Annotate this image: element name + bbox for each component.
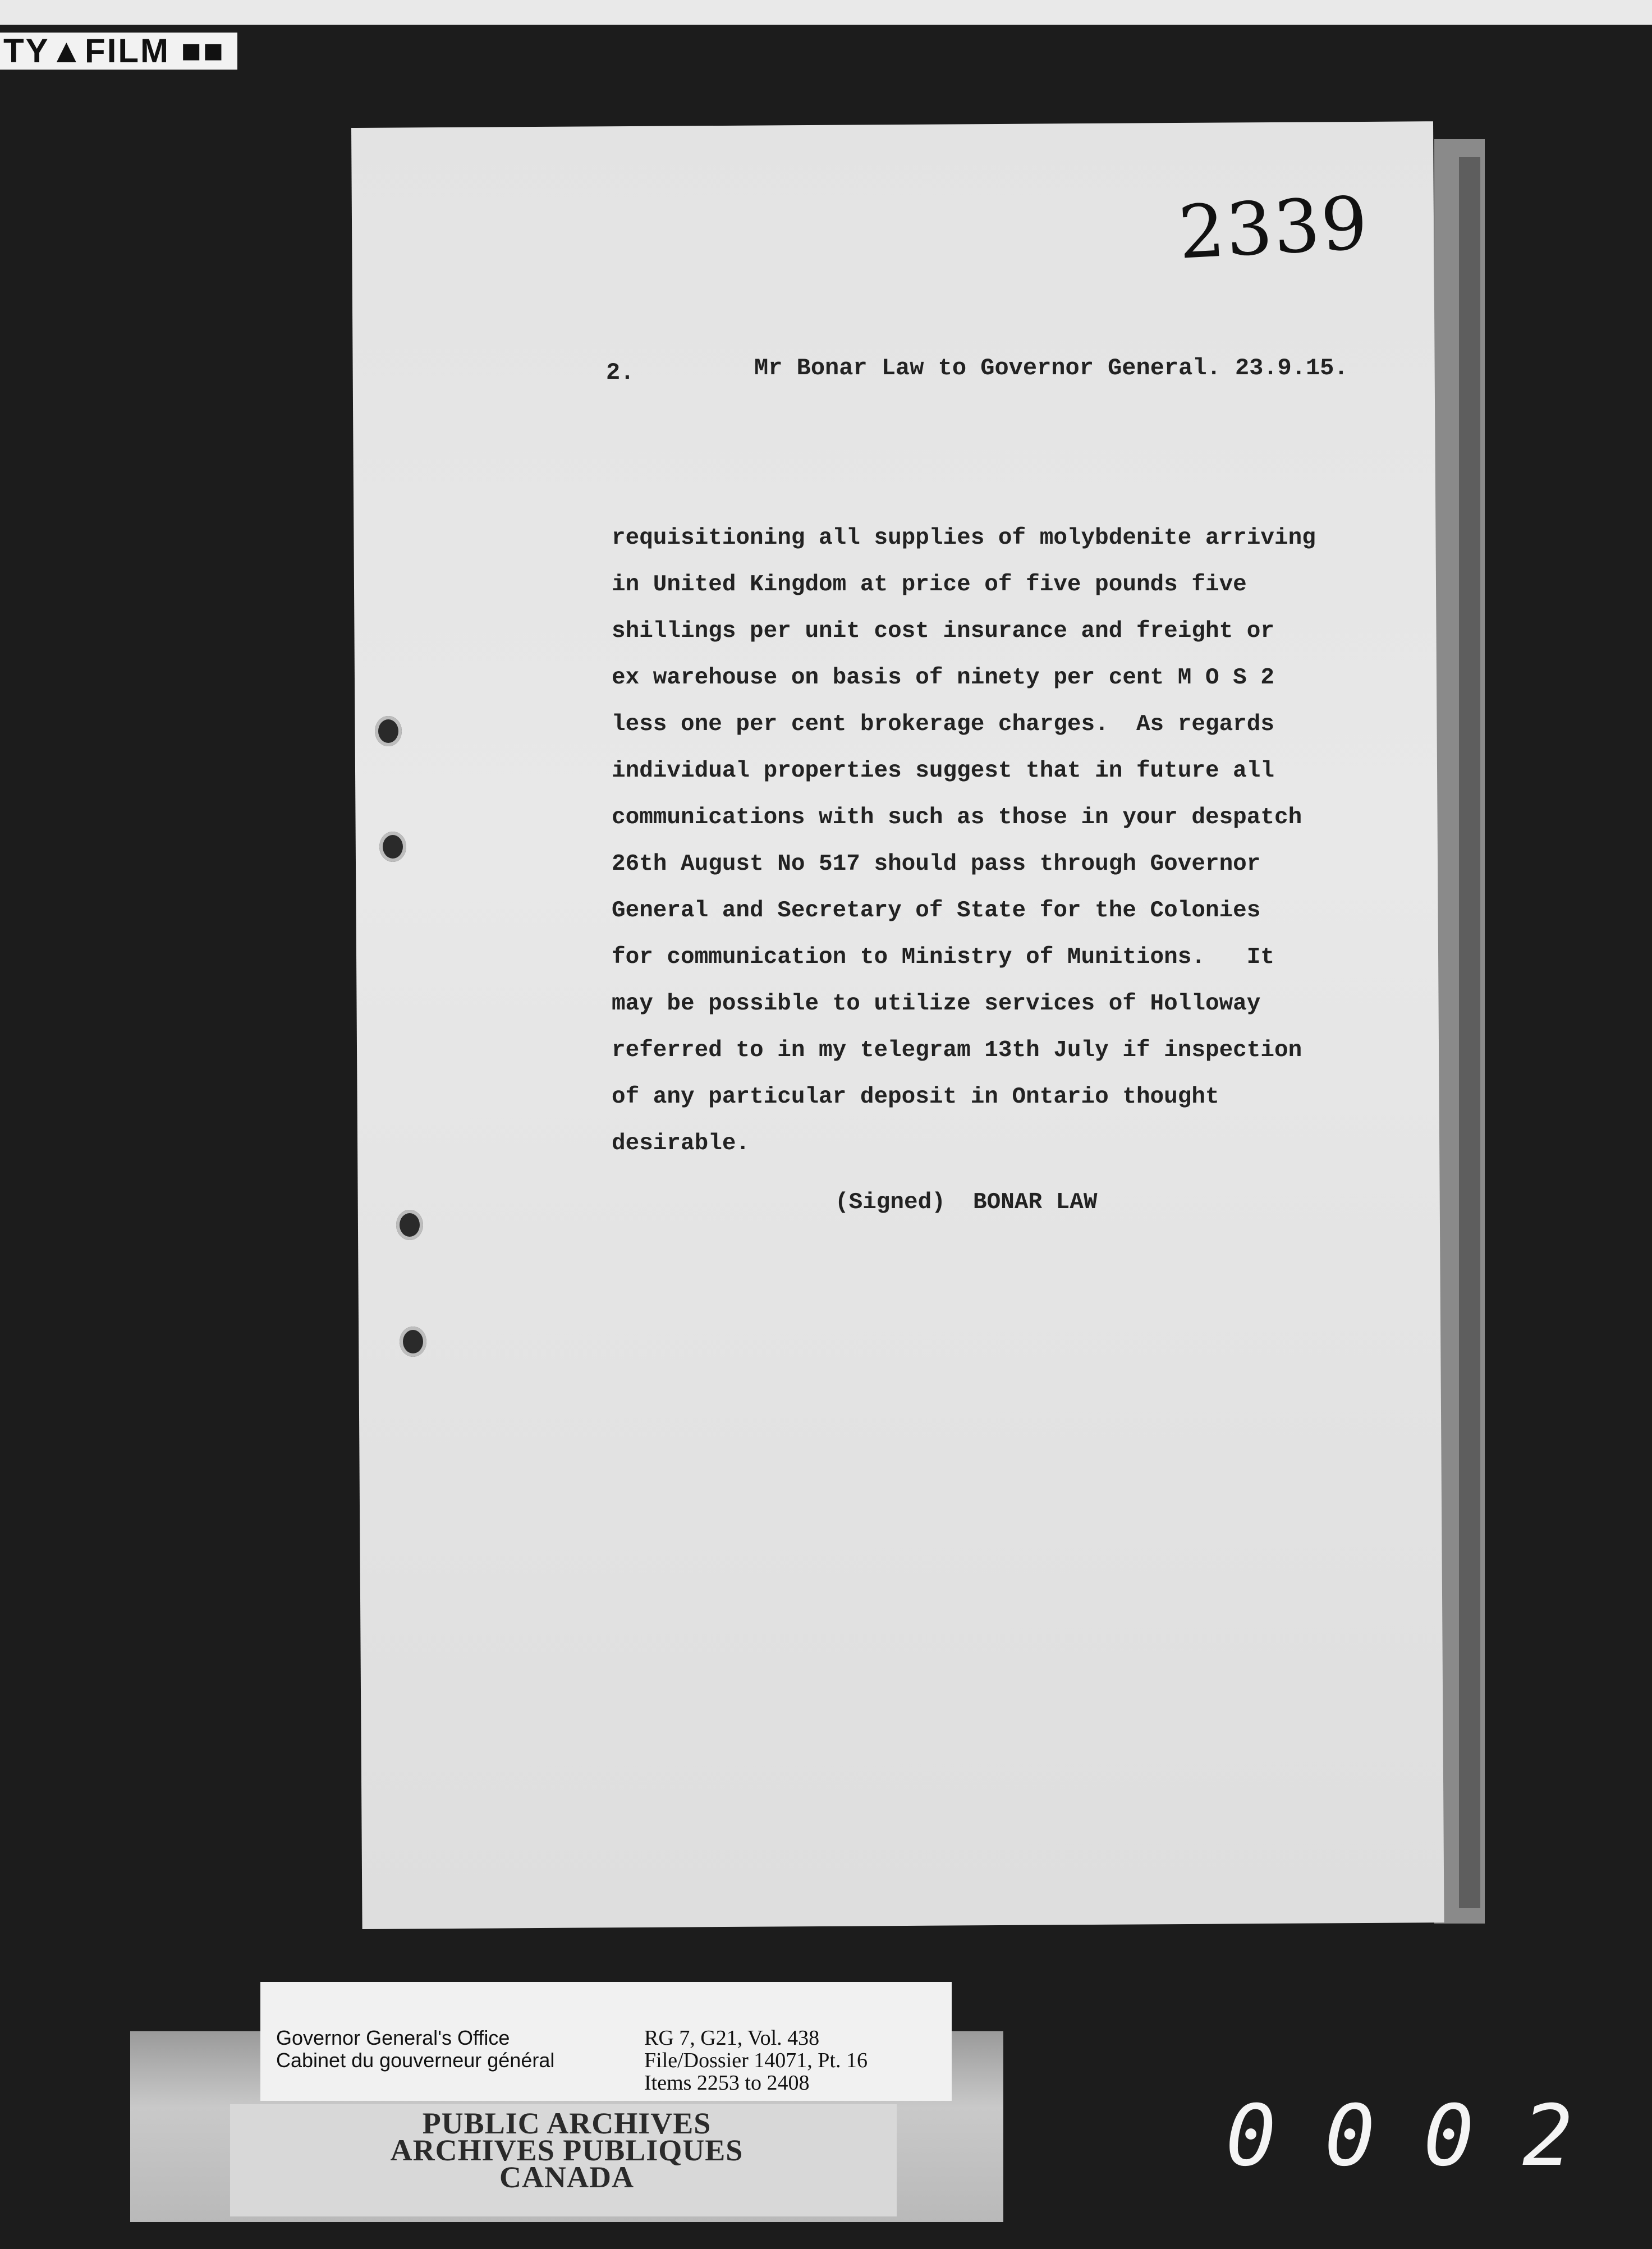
paper-edge-shadow [1459, 157, 1480, 1908]
stamp-line: CANADA [499, 2160, 634, 2194]
film-top-strip [0, 0, 1652, 25]
office-english: Governor General's Office [276, 2026, 510, 2049]
document-title: Mr Bonar Law to Governor General. 23.9.15. [754, 355, 1348, 382]
punch-hole-icon [375, 716, 402, 746]
film-label: TY▲FILM ■■ [0, 33, 237, 70]
body-line: less one per cent brokerage charges. As regards [612, 712, 1274, 737]
body-line: communications with such as those in your despatch [612, 805, 1302, 830]
body-line: of any particular deposit in Ontario thought [612, 1084, 1219, 1110]
body-line: for communication to Ministry of Munitions. It [612, 944, 1274, 970]
punch-hole-icon [396, 1210, 423, 1240]
punch-hole-icon [400, 1327, 426, 1357]
body-line: shillings per unit cost insurance and freight or [612, 618, 1274, 644]
body-line: General and Secretary of State for the Colonies [612, 898, 1261, 924]
punch-hole-icon [379, 832, 406, 862]
office-french: Cabinet du gouverneur général [276, 2049, 555, 2072]
microfilm-frame-number: 0002 [1226, 2087, 1622, 2185]
body-line: 26th August No 517 should pass through Governor [612, 851, 1261, 877]
page-number: 2. [606, 359, 635, 386]
body-line: may be possible to utilize services of Holloway [612, 991, 1261, 1017]
archive-reference [644, 2027, 868, 2094]
body-line: requisitioning all supplies of molybdenite arriving [612, 525, 1316, 551]
items-reference: Items 2253 to 2408 [644, 2071, 810, 2095]
body-line: individual properties suggest that in future all [612, 758, 1274, 784]
stamp-line: ARCHIVES PUBLIQUES [390, 2133, 744, 2167]
telegram-body [612, 515, 1352, 1167]
body-line: ex warehouse on basis of ninety per cent M O S 2 [612, 665, 1274, 691]
file-reference: File/Dossier 14071, Pt. 16 [644, 2049, 868, 2072]
stamp-line: PUBLIC ARCHIVES [422, 2106, 712, 2140]
body-line: desirable. [612, 1131, 750, 1156]
archive-reference-label [260, 1982, 952, 2101]
body-line: in United Kingdom at price of five pounds five [612, 572, 1247, 598]
body-line: referred to in my telegram 13th July if inspection [612, 1038, 1302, 1063]
handwritten-page-number: 2339 [1176, 180, 1371, 276]
archive-office [276, 2027, 554, 2072]
archive-stamp [130, 2106, 1003, 2194]
signature-line: (Signed) BONAR LAW [835, 1190, 1098, 1215]
record-group: RG 7, G21, Vol. 438 [644, 2026, 820, 2050]
